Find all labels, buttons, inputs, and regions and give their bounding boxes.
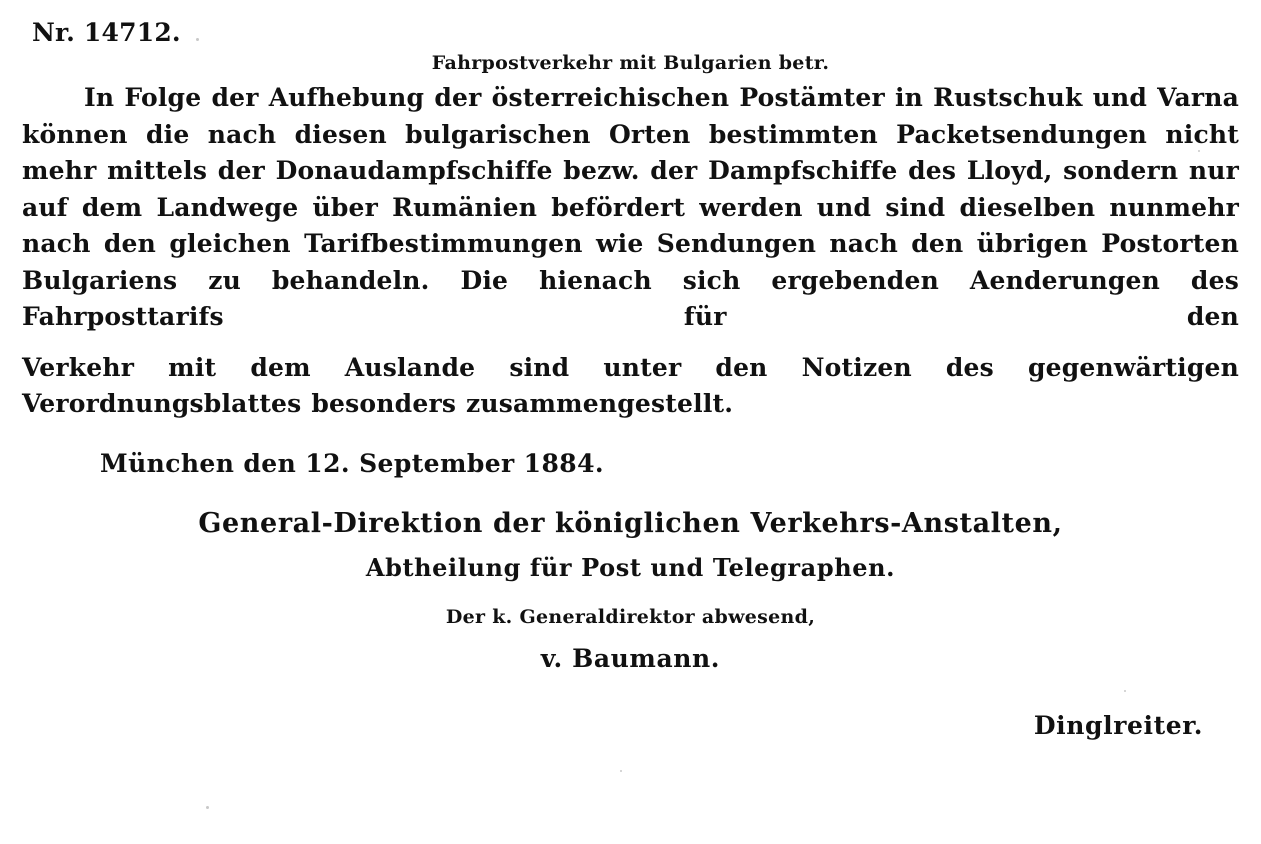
document-subject: Fahrpostverkehr mit Bulgarien betr. — [431, 52, 830, 74]
paper-speck — [620, 770, 622, 772]
body-paragraph-1 — [22, 80, 1239, 336]
paper-speck — [206, 806, 209, 809]
issuing-authority: General-Direktion der königlichen Verkehrs-Anstalten, — [198, 507, 1063, 539]
paper-speck — [1198, 150, 1200, 152]
issuing-department: Abtheilung für Post und Telegraphen. — [365, 552, 896, 582]
paragraph-1-text: In Folge der Aufhebung der österreichischen Postämter in Rustschuk und Varna können die nach diesen bulgarischen Orten bestimmten Packetsendungen nicht mehr mittels der Donaudampfschiffe bezw. der Dampfschiffe des Lloyd, sondern nur auf dem Landwege über Rumänien befördert werden und sind dieselben nunmehr nach den gleichen Tarifbestimmungen wie Sendungen nach den übrigen Postorten Bulgariens zu behandeln. Die hienach sich ergebenden Aenderungen des Fahrposttarifs für den — [22, 83, 1239, 331]
date-line: München den 12. September 1884. — [100, 448, 604, 478]
body-paragraph-2: Verkehr mit dem Auslande sind unter den Notizen des gegenwärtigen Verordnungsblattes besonders zusammengestellt. — [22, 352, 1239, 418]
paper-speck — [1124, 690, 1126, 692]
clerk-name: Dinglreiter. — [1033, 710, 1203, 740]
document-number: Nr. 14712. — [32, 18, 181, 47]
signer-role: Der k. Generaldirektor abwesend, — [445, 605, 816, 628]
paper-speck — [196, 38, 199, 41]
signer-name: v. Baumann. — [540, 643, 721, 673]
